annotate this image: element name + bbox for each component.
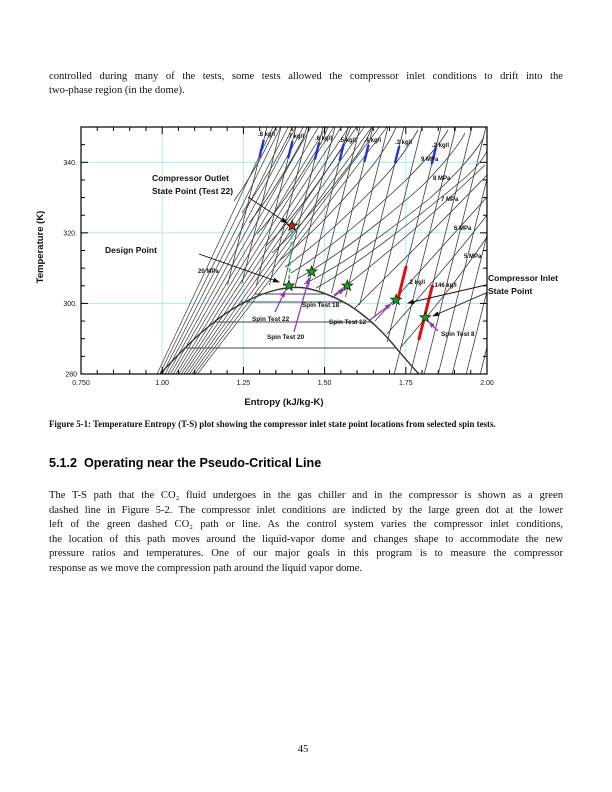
x-axis-title: Entropy (kJ/kg-K) — [244, 397, 324, 408]
isochore-line — [295, 127, 335, 287]
annotation-label: State Point — [488, 286, 533, 296]
isobar-label: 5 MPa — [464, 254, 482, 260]
density-label: .6 kg/l — [315, 136, 333, 142]
spin-test-star — [306, 266, 317, 276]
body-paragraph — [49, 489, 563, 576]
spin-test-label: Spin Test 8 — [441, 331, 475, 338]
density-marker-segment — [288, 141, 292, 158]
density-label: .146 kg/l — [433, 283, 457, 289]
intro-paragraph — [49, 70, 563, 98]
annotation-label: Compressor Outlet — [152, 173, 229, 183]
annotation-arrow — [433, 293, 486, 316]
isobar-label: 8 MPa — [433, 176, 451, 182]
x-tick-label: 1.50 — [317, 380, 332, 387]
page-number: 45 — [297, 744, 309, 755]
annotation-label: Compressor Inlet — [488, 273, 558, 283]
text-line: left of the green dashed CO₂ path or line. As the control system varies the compressor inlet conditions, — [49, 519, 563, 530]
annotation-label: State Point (Test 22) — [152, 186, 234, 196]
figure-ts-chart — [25, 115, 580, 415]
isochore-line — [466, 127, 528, 374]
density-marker-segment — [364, 145, 368, 162]
text-line: dashed line in Figure 5-2. The compressor inlet conditions are indicted by the large green dot at the lower — [49, 504, 563, 516]
ts-diagram-svg — [25, 115, 580, 415]
density-label: .7 kg/l — [287, 134, 305, 140]
text-line: controlled during many of the tests, some tests allowed the compressor inlet conditions to drift into the — [49, 71, 563, 82]
y-tick-label: 340. — [63, 159, 77, 167]
spin-test-arrow — [370, 304, 391, 320]
isobar-label: 7 MPa — [441, 197, 459, 203]
density-label: .2 kg/l — [408, 280, 426, 286]
density-label: .2 kg/l — [432, 143, 450, 149]
isochore-line — [480, 127, 542, 374]
y-tick-label: 280 — [65, 371, 77, 379]
text-line: pressure ratios and temperatures. One of our major goals in this program is to measure the compressor — [49, 548, 563, 559]
text-line: The T-S path that the CO₂ fluid undergoes in the gas chiller and in the compressor is shown as a green — [49, 490, 563, 501]
x-tick-label: 1.25 — [236, 380, 251, 387]
x-tick-label: 1.00 — [155, 380, 170, 387]
y-axis-title: Temperature (K) — [35, 210, 46, 284]
spin-test-label: Spin Test 20 — [267, 334, 305, 341]
density-label: .3 kg/l — [395, 140, 413, 146]
density-label: .4 kg/l — [364, 138, 382, 144]
isobar-liquid-line — [160, 127, 281, 374]
compression-path-dashed — [289, 229, 292, 283]
isobar-label: 9 MPa — [421, 157, 439, 163]
x-tick-label: 2.00 — [480, 380, 494, 387]
text-line: response as we move the compression path around the liquid vapor dome. — [49, 562, 363, 574]
isobar-curve — [279, 127, 396, 261]
y-tick-label: 320. — [63, 230, 77, 238]
inlet-path-red — [397, 266, 406, 302]
isobar-curve — [316, 151, 487, 288]
density-marker-segment — [340, 144, 344, 161]
y-tick-label: 300. — [63, 300, 77, 308]
figure-caption: Figure 5-1: Temperature Entropy (T-S) plot showing the compressor inlet state point locations from selected spin tests. — [49, 419, 496, 429]
section-heading: 5.1.2 Operating near the Pseudo-Critical Line — [49, 456, 322, 470]
isochore-line — [375, 127, 426, 317]
spin-test-arrow — [332, 289, 344, 298]
text-line: two-phase region (in the dome). — [49, 84, 185, 96]
x-tick-label: 1.75 — [398, 380, 413, 387]
spin-test-label: Spin Test 12 — [329, 319, 367, 326]
isobar-liquid-line — [179, 127, 334, 374]
annotation-label: Design Point — [105, 245, 157, 255]
density-label: .8 kg/l — [258, 132, 276, 138]
isobar-curve — [355, 175, 487, 308]
isobar-liquid-line — [157, 127, 276, 374]
spin-test-label: Spin Test 22 — [252, 316, 290, 323]
spin-test-label: Spin Test 18 — [302, 302, 340, 309]
text-line: the location of this path moves around the liquid-vapor dome and changes shape to accommodate the new — [49, 533, 563, 545]
x-tick-label: 0.750 — [72, 380, 90, 387]
density-marker-segment — [395, 146, 399, 163]
density-label: .5 kg/l — [339, 138, 357, 144]
isobar-label: 20 MPa — [198, 269, 219, 275]
isobar-label: 6 MPa — [454, 226, 472, 232]
